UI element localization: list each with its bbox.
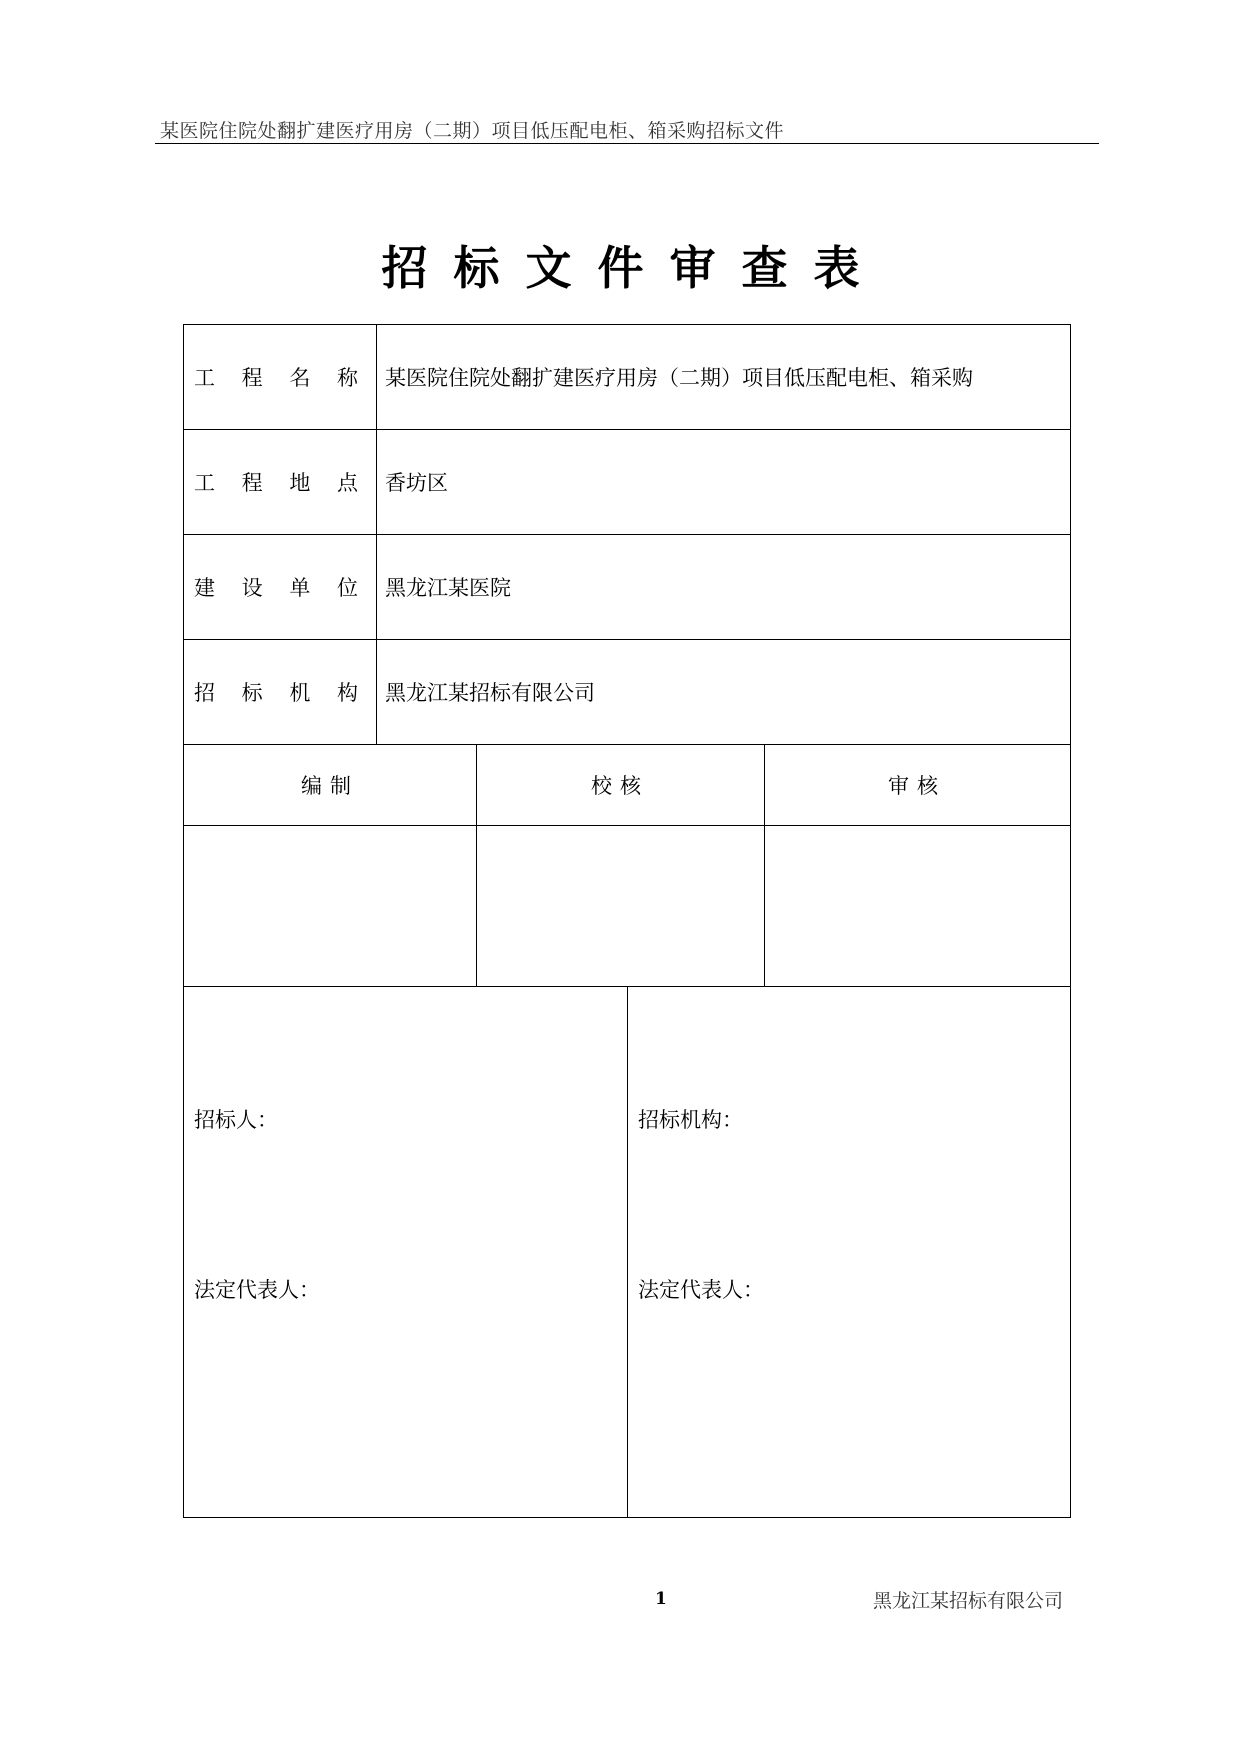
column-divider xyxy=(476,826,477,986)
info-row-construction-unit xyxy=(184,535,1070,640)
agency-label: 招标机构： xyxy=(638,1108,743,1132)
footer-org: 黑龙江某招标有限公司 xyxy=(873,1590,1064,1612)
header-rule xyxy=(155,143,1099,144)
signature-section xyxy=(184,987,1070,1517)
tenderer-label: 招标人： xyxy=(194,1108,278,1132)
review-header-compile: 编制 xyxy=(301,774,359,798)
tenderer-legal-rep-label: 法定代表人： xyxy=(194,1278,320,1302)
info-label: 建 设 单 位 xyxy=(194,576,358,600)
column-divider xyxy=(376,640,377,744)
info-label: 工 程 地 点 xyxy=(194,471,358,495)
info-row-tender-agency xyxy=(184,640,1070,745)
info-label: 工 程 名 称 xyxy=(194,366,358,390)
column-divider xyxy=(376,325,377,429)
page-number: 1 xyxy=(655,1589,667,1609)
review-signature-row xyxy=(184,826,1070,987)
review-header-row xyxy=(184,745,1070,826)
info-value: 黑龙江某医院 xyxy=(385,576,511,600)
review-header-check: 校核 xyxy=(591,774,649,798)
column-divider xyxy=(376,535,377,639)
info-value: 黑龙江某招标有限公司 xyxy=(385,681,595,705)
document-title: 招标文件审查表 xyxy=(381,241,886,295)
info-row-project-location xyxy=(184,430,1070,535)
info-value: 香坊区 xyxy=(385,471,448,495)
review-header-approve: 审核 xyxy=(888,774,946,798)
column-divider xyxy=(376,430,377,534)
column-divider xyxy=(764,826,765,986)
review-form-table xyxy=(183,324,1071,1518)
header-text: 某医院住院处翻扩建医疗用房（二期）项目低压配电柜、箱采购招标文件 xyxy=(160,120,785,142)
info-value: 某医院住院处翻扩建医疗用房（二期）项目低压配电柜、箱采购 xyxy=(385,366,973,390)
agency-legal-rep-label: 法定代表人： xyxy=(638,1278,764,1302)
info-label: 招 标 机 构 xyxy=(194,681,358,705)
column-divider xyxy=(627,987,628,1517)
info-row-project-name xyxy=(184,325,1070,430)
